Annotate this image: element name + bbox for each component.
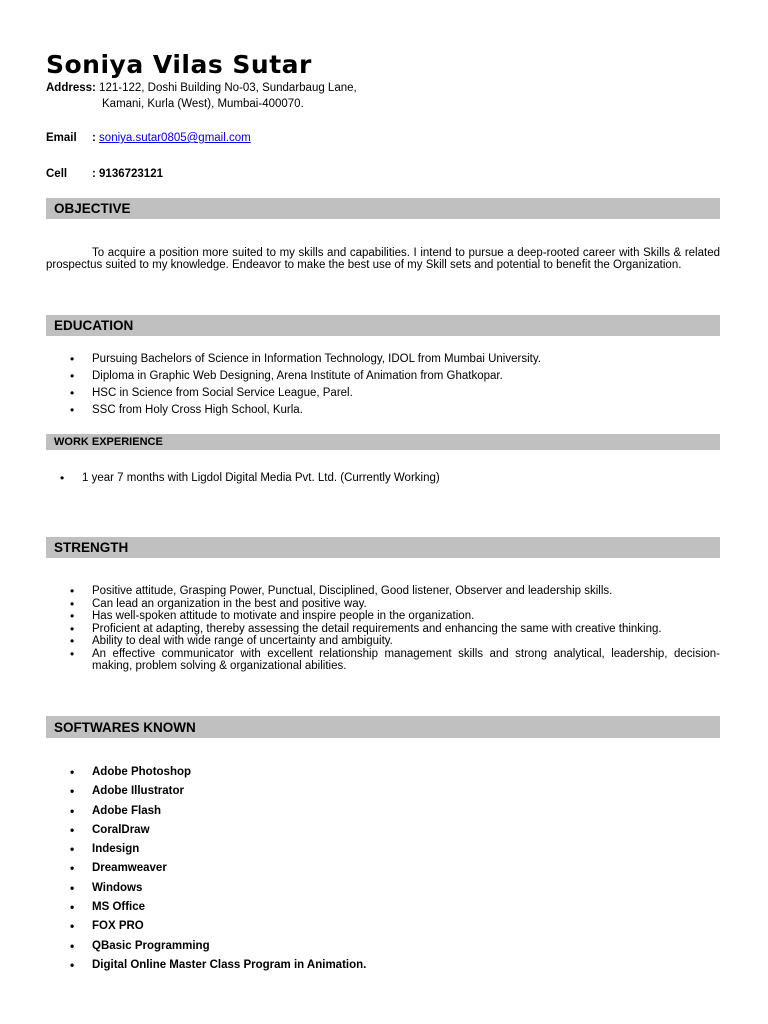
education-item: • SSC from Holy Cross High School, Kurla.: [92, 403, 541, 420]
cell-value: : 9136723121: [92, 168, 163, 180]
email-colon: :: [92, 132, 96, 144]
software-item: • FOX PRO: [92, 919, 366, 938]
strength-item: • Proficient at adapting, thereby assessing the detail requirements and enhancing the same with creative thinking.: [92, 623, 720, 636]
section-softwares-known: SOFTWARES KNOWN: [46, 716, 720, 738]
section-work-experience: WORK EXPERIENCE: [46, 434, 720, 450]
work-item: • 1 year 7 months with Ligdol Digital Media Pvt. Ltd. (Currently Working): [82, 470, 440, 486]
software-item: • Indesign: [92, 842, 366, 861]
software-item: • Digital Online Master Class Program in Animation.: [92, 958, 366, 977]
strength-item: • Ability to deal with wide range of uncertainty and ambiguity.: [92, 635, 720, 648]
strength-item: • Can lead an organization in the best and positive way.: [92, 598, 720, 611]
work-list: [82, 470, 440, 486]
education-list: [92, 352, 541, 420]
address-line-2: Kamani, Kurla (West), Mumbai-400070.: [102, 98, 304, 110]
education-item: • Diploma in Graphic Web Designing, Arena Institute of Animation from Ghatkopar.: [92, 369, 541, 386]
software-item: • CoralDraw: [92, 823, 366, 842]
software-item: • QBasic Programming: [92, 939, 366, 958]
email-row: [92, 132, 251, 144]
software-item: • MS Office: [92, 900, 366, 919]
education-item: • HSC in Science from Social Service League, Parel.: [92, 386, 541, 403]
address-line-1: [46, 82, 357, 94]
software-item: • Windows: [92, 881, 366, 900]
address-label: Address:: [46, 82, 96, 94]
software-item: • Adobe Illustrator: [92, 784, 366, 803]
strength-item: • An effective communicator with excellent relationship management skills and strong analytical, leadership, decision-making, problem solving & organizational abilities.: [92, 648, 720, 673]
email-link[interactable]: soniya.sutar0805@gmail.com: [99, 132, 251, 144]
email-label: Email: [46, 132, 77, 144]
resume-name: Soniya Vilas Sutar: [46, 50, 312, 79]
education-item: • Pursuing Bachelors of Science in Information Technology, IDOL from Mumbai University.: [92, 352, 541, 369]
address-value: 121-122, Doshi Building No-03, Sundarbaug Lane,: [95, 82, 357, 94]
software-item: • Adobe Photoshop: [92, 765, 366, 784]
section-education: EDUCATION: [46, 315, 720, 336]
strength-item: • Positive attitude, Grasping Power, Punctual, Disciplined, Good listener, Observer and leadership skills.: [92, 585, 720, 598]
strength-list: [92, 585, 720, 673]
section-objective: OBJECTIVE: [46, 198, 720, 219]
objective-text: To acquire a position more suited to my skills and capabilities. I intend to pursue a deep-rooted career with Skills & related prospectus suited to my knowledge. Endeavor to make the best use of my Skill sets and potential to benefit the Organization.: [46, 247, 720, 271]
software-item: • Adobe Flash: [92, 804, 366, 823]
softwares-list: [92, 765, 366, 977]
strength-item: • Has well-spoken attitude to motivate and inspire people in the organization.: [92, 610, 720, 623]
cell-label: Cell: [46, 168, 68, 180]
section-strength: STRENGTH: [46, 537, 720, 558]
software-item: • Dreamweaver: [92, 861, 366, 880]
